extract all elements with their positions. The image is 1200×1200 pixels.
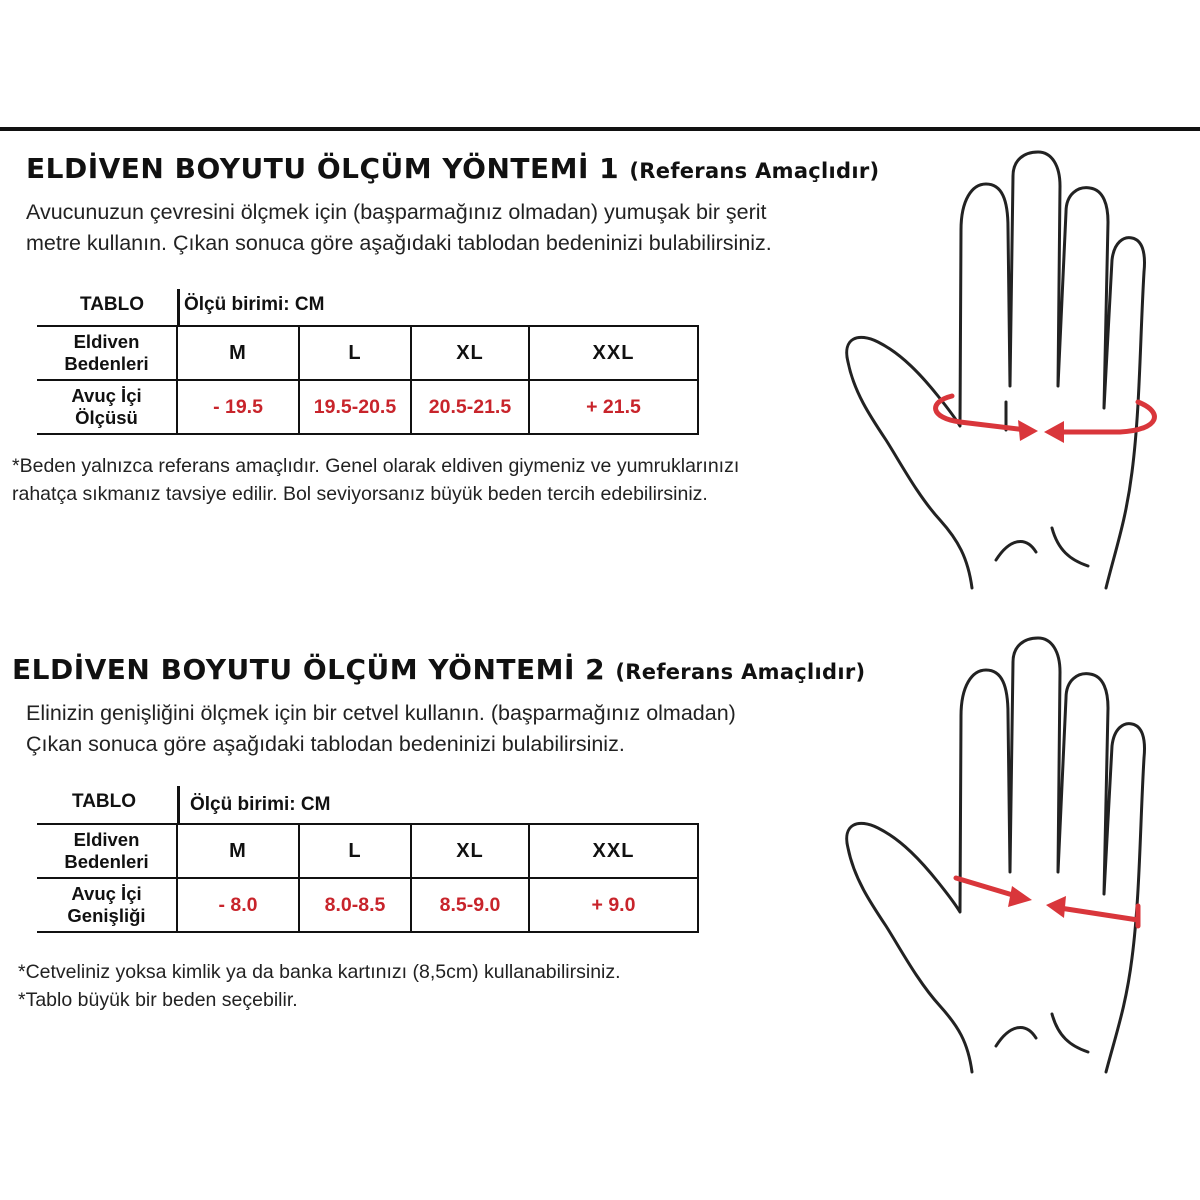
method1-size-table: [37, 325, 699, 435]
method2-row2-header: [37, 878, 177, 932]
size-xl: XL: [411, 326, 529, 380]
value-l: 19.5-20.5: [299, 380, 411, 434]
size-xl: XL: [411, 824, 529, 878]
method2-desc-line1: Elinizin genişliğini ölçmek için bir cetvel kullanın. (başparmağınız olmadan): [26, 701, 736, 725]
method1-value-row: [37, 380, 698, 434]
value-xl: 8.5-9.0: [411, 878, 529, 932]
value-m: - 19.5: [177, 380, 299, 434]
measure-line-right: [1060, 908, 1138, 920]
method2-row1-header-line1: Eldiven: [73, 829, 140, 850]
method1-row1-header-line1: Eldiven: [73, 331, 140, 352]
arrowhead-right-icon: [1018, 420, 1038, 441]
value-m: - 8.0: [177, 878, 299, 932]
method1-note-line1: *Beden yalnızca referans amaçlıdır. Genel olarak eldiven giymeniz ve yumruklarınızı: [12, 455, 740, 477]
hand-width-icon: [820, 630, 1180, 1090]
method2-row2-header-line2: Genişliği: [67, 905, 146, 926]
method1-title: [26, 152, 879, 185]
hand-circumference-icon: [820, 140, 1180, 600]
method1-note-line2: rahatça sıkmanız tavsiye edilir. Bol seviyorsanız büyük beden tercih edebilirsiniz.: [12, 483, 708, 505]
value-xxl: + 21.5: [529, 380, 698, 434]
method2-note-line2: *Tablo büyük bir beden seçebilir.: [18, 989, 298, 1011]
size-xxl: XXL: [529, 326, 698, 380]
method2-value-row: [37, 878, 698, 932]
method1-description: [26, 197, 772, 259]
size-m: M: [177, 326, 299, 380]
method1-size-row: [37, 326, 698, 380]
method1-table-label: TABLO: [80, 294, 145, 315]
method2-title: [12, 653, 865, 686]
measure-loop-left: [936, 396, 1026, 430]
method2-title-main: ELDİVEN BOYUTU ÖLÇÜM YÖNTEMİ 2: [12, 653, 606, 686]
method1-row2-header: [37, 380, 177, 434]
size-m: M: [177, 824, 299, 878]
arrowhead-left-icon: [1046, 896, 1066, 918]
method1-title-ref: (Referans Amaçlıdır): [629, 159, 880, 183]
method1-note: [12, 452, 739, 508]
method1-unit-label: Ölçü birimi: CM: [184, 294, 325, 315]
method2-row1-header: [37, 824, 177, 878]
method1-desc-line1: Avucunuzun çevresini ölçmek için (başparmağınız olmadan) yumuşak bir şerit: [26, 200, 767, 224]
method2-description: [26, 698, 736, 760]
method1-label-divider: [177, 289, 180, 327]
method2-size-row: [37, 824, 698, 878]
top-divider: [0, 127, 1200, 131]
value-xxl: + 9.0: [529, 878, 698, 932]
method2-title-ref: (Referans Amaçlıdır): [615, 660, 866, 684]
value-l: 8.0-8.5: [299, 878, 411, 932]
method2-unit-label: Ölçü birimi: CM: [190, 794, 331, 815]
arrowhead-left-icon: [1044, 421, 1064, 443]
method2-table-label: TABLO: [72, 791, 137, 812]
arrowhead-right-icon: [1008, 886, 1032, 907]
method1-row2-header-line2: Ölçüsü: [75, 407, 138, 428]
method1-desc-line2: metre kullanın. Çıkan sonuca göre aşağıdaki tablodan bedeninizi bulabilirsiniz.: [26, 231, 772, 255]
value-xl: 20.5-21.5: [411, 380, 529, 434]
method1-row2-header-line1: Avuç İçi: [71, 385, 142, 406]
method2-note-line1: *Cetveliniz yoksa kimlik ya da banka kartınızı (8,5cm) kullanabilirsiniz.: [18, 961, 621, 983]
method2-note: [18, 958, 621, 1014]
size-l: L: [299, 824, 411, 878]
method2-label-divider: [177, 786, 180, 824]
method2-desc-line2: Çıkan sonuca göre aşağıdaki tablodan bedeninizi bulabilirsiniz.: [26, 732, 625, 756]
method2-row2-header-line1: Avuç İçi: [71, 883, 142, 904]
size-l: L: [299, 326, 411, 380]
method1-row1-header: [37, 326, 177, 380]
method1-row1-header-line2: Bedenleri: [64, 353, 149, 374]
method2-size-table: [37, 823, 699, 933]
method1-title-main: ELDİVEN BOYUTU ÖLÇÜM YÖNTEMİ 1: [26, 152, 620, 185]
size-xxl: XXL: [529, 824, 698, 878]
measure-line-left: [956, 878, 1016, 896]
method2-row1-header-line2: Bedenleri: [64, 851, 149, 872]
